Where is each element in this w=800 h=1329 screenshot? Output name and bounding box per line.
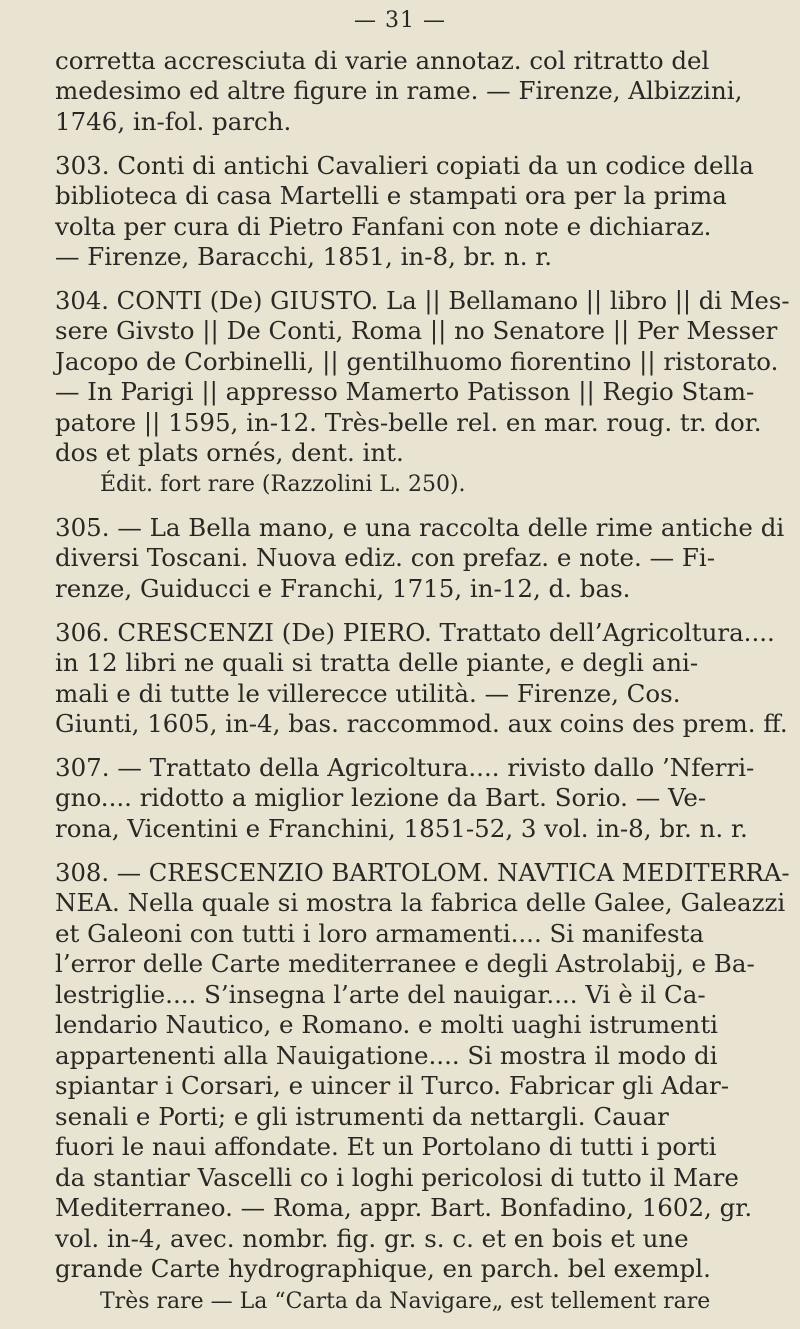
text-line: spiantar i Corsari, e uincer il Turco. Fabricar gli Adar- [55,1071,729,1100]
text-line: da stantiar Vascelli co i loghi pericolosi di tutto il Mare [55,1163,739,1192]
text-line: dos et plats ornés, dent. int. [55,438,404,467]
entry-304-line: 304. CONTI (De) GIUSTO. La || Bellamano || libro || di Mes- [55,286,790,315]
text-line: vol. in-4, avec. nombr. fig. gr. s. c. et en bois et une [55,1224,689,1253]
text-line: appartenenti alla Nauigatione.... Si mostra il modo di [55,1041,718,1070]
text-line: et Galeoni con tutti i loro armamenti.... Si manifesta [55,919,704,948]
entry-307-line: 307. — Trattato della Agricoltura.... rivisto dallo ’Nferri- [55,753,755,782]
text-line: renze, Guiducci e Franchi, 1715, in-12, d. bas. [55,574,631,603]
entry-308-line: 308. — CRESCENZIO BARTOLOM. NAVTICA MEDITERRA- [55,858,790,887]
text-line: diversi Toscani. Nuova ediz. con prefaz. e note. — Fi- [55,543,715,572]
text-line: gno.... ridotto a miglior lezione da Bart. Sorio. — Ve- [55,783,707,812]
text-line: patore || 1595, in-12. Très-belle rel. en mar. roug. tr. dor. [55,408,762,437]
text-line: corretta accresciuta di varie annotaz. col ritratto del [55,46,710,75]
text-line: lestriglie.... S’insegna l’arte del nauigar.... Vi è il Ca- [55,980,706,1009]
entry-303-line: 303. Conti di antichi Cavalieri copiati da un codice della [55,151,754,180]
text-line: lendario Nautico, e Romano. e molti uaghi istrumenti [55,1010,719,1039]
text-line: 1746, in-fol. parch. [55,107,292,136]
note-line: Édit. fort rare (Razzolini L. 250). [100,472,466,497]
text-line: — In Parigi || appresso Mamerto Patisson || Regio Stam- [55,377,755,406]
entry-305-line: 305. — La Bella mano, e una raccolta delle rime antiche di [55,513,785,542]
text-line: grande Carte hydrographique, en parch. bel exempl. [55,1254,711,1283]
entry-306-line: 306. CRESCENZI (De) PIERO. Trattato dell’Agricoltura.... [55,618,775,647]
text-line: mali e di tutte le villerecce utilità. — Firenze, Cos. [55,679,681,708]
text-line: fuori le naui affondate. Et un Portolano di tutti i porti [55,1132,717,1161]
text-line: sere Givsto || De Conti, Roma || no Senatore || Per Messer [55,316,778,345]
text-line: Giunti, 1605, in-4, bas. raccommod. aux coins des prem. ff. [55,709,788,738]
text-line: biblioteca di casa Martelli e stampati ora per la prima [55,181,727,210]
text-line: senali e Porti; e gli istrumenti da nettargli. Cauar [55,1102,669,1131]
text-line: Jacopo de Corbinelli, || gentilhuomo fiorentino || ristorato. [55,347,779,376]
text-line: Mediterraneo. — Roma, appr. Bart. Bonfadino, 1602, gr. [55,1193,753,1222]
text-line: — Firenze, Baracchi, 1851, in-8, br. n. r. [55,242,553,271]
text-line: l’error delle Carte mediterranee e degli Astrolabij, e Ba- [55,949,755,978]
text-line: medesimo ed altre figure in rame. — Firenze, Albizzini, [55,76,743,105]
page-number: — 31 — [354,8,446,33]
text-line: volta per cura di Pietro Fanfani con note e dichiaraz. [55,212,712,241]
note-line: Très rare — La “Carta da Navigare„ est tellement rare [100,1289,711,1314]
text-line: NEA. Nella quale si mostra la fabrica delle Galee, Galeazzi [55,888,786,917]
text-line: in 12 libri ne quali si tratta delle piante, e degli ani- [55,648,699,677]
text-line: rona, Vicentini e Franchini, 1851-52, 3 vol. in-8, br. n. r. [55,814,748,843]
